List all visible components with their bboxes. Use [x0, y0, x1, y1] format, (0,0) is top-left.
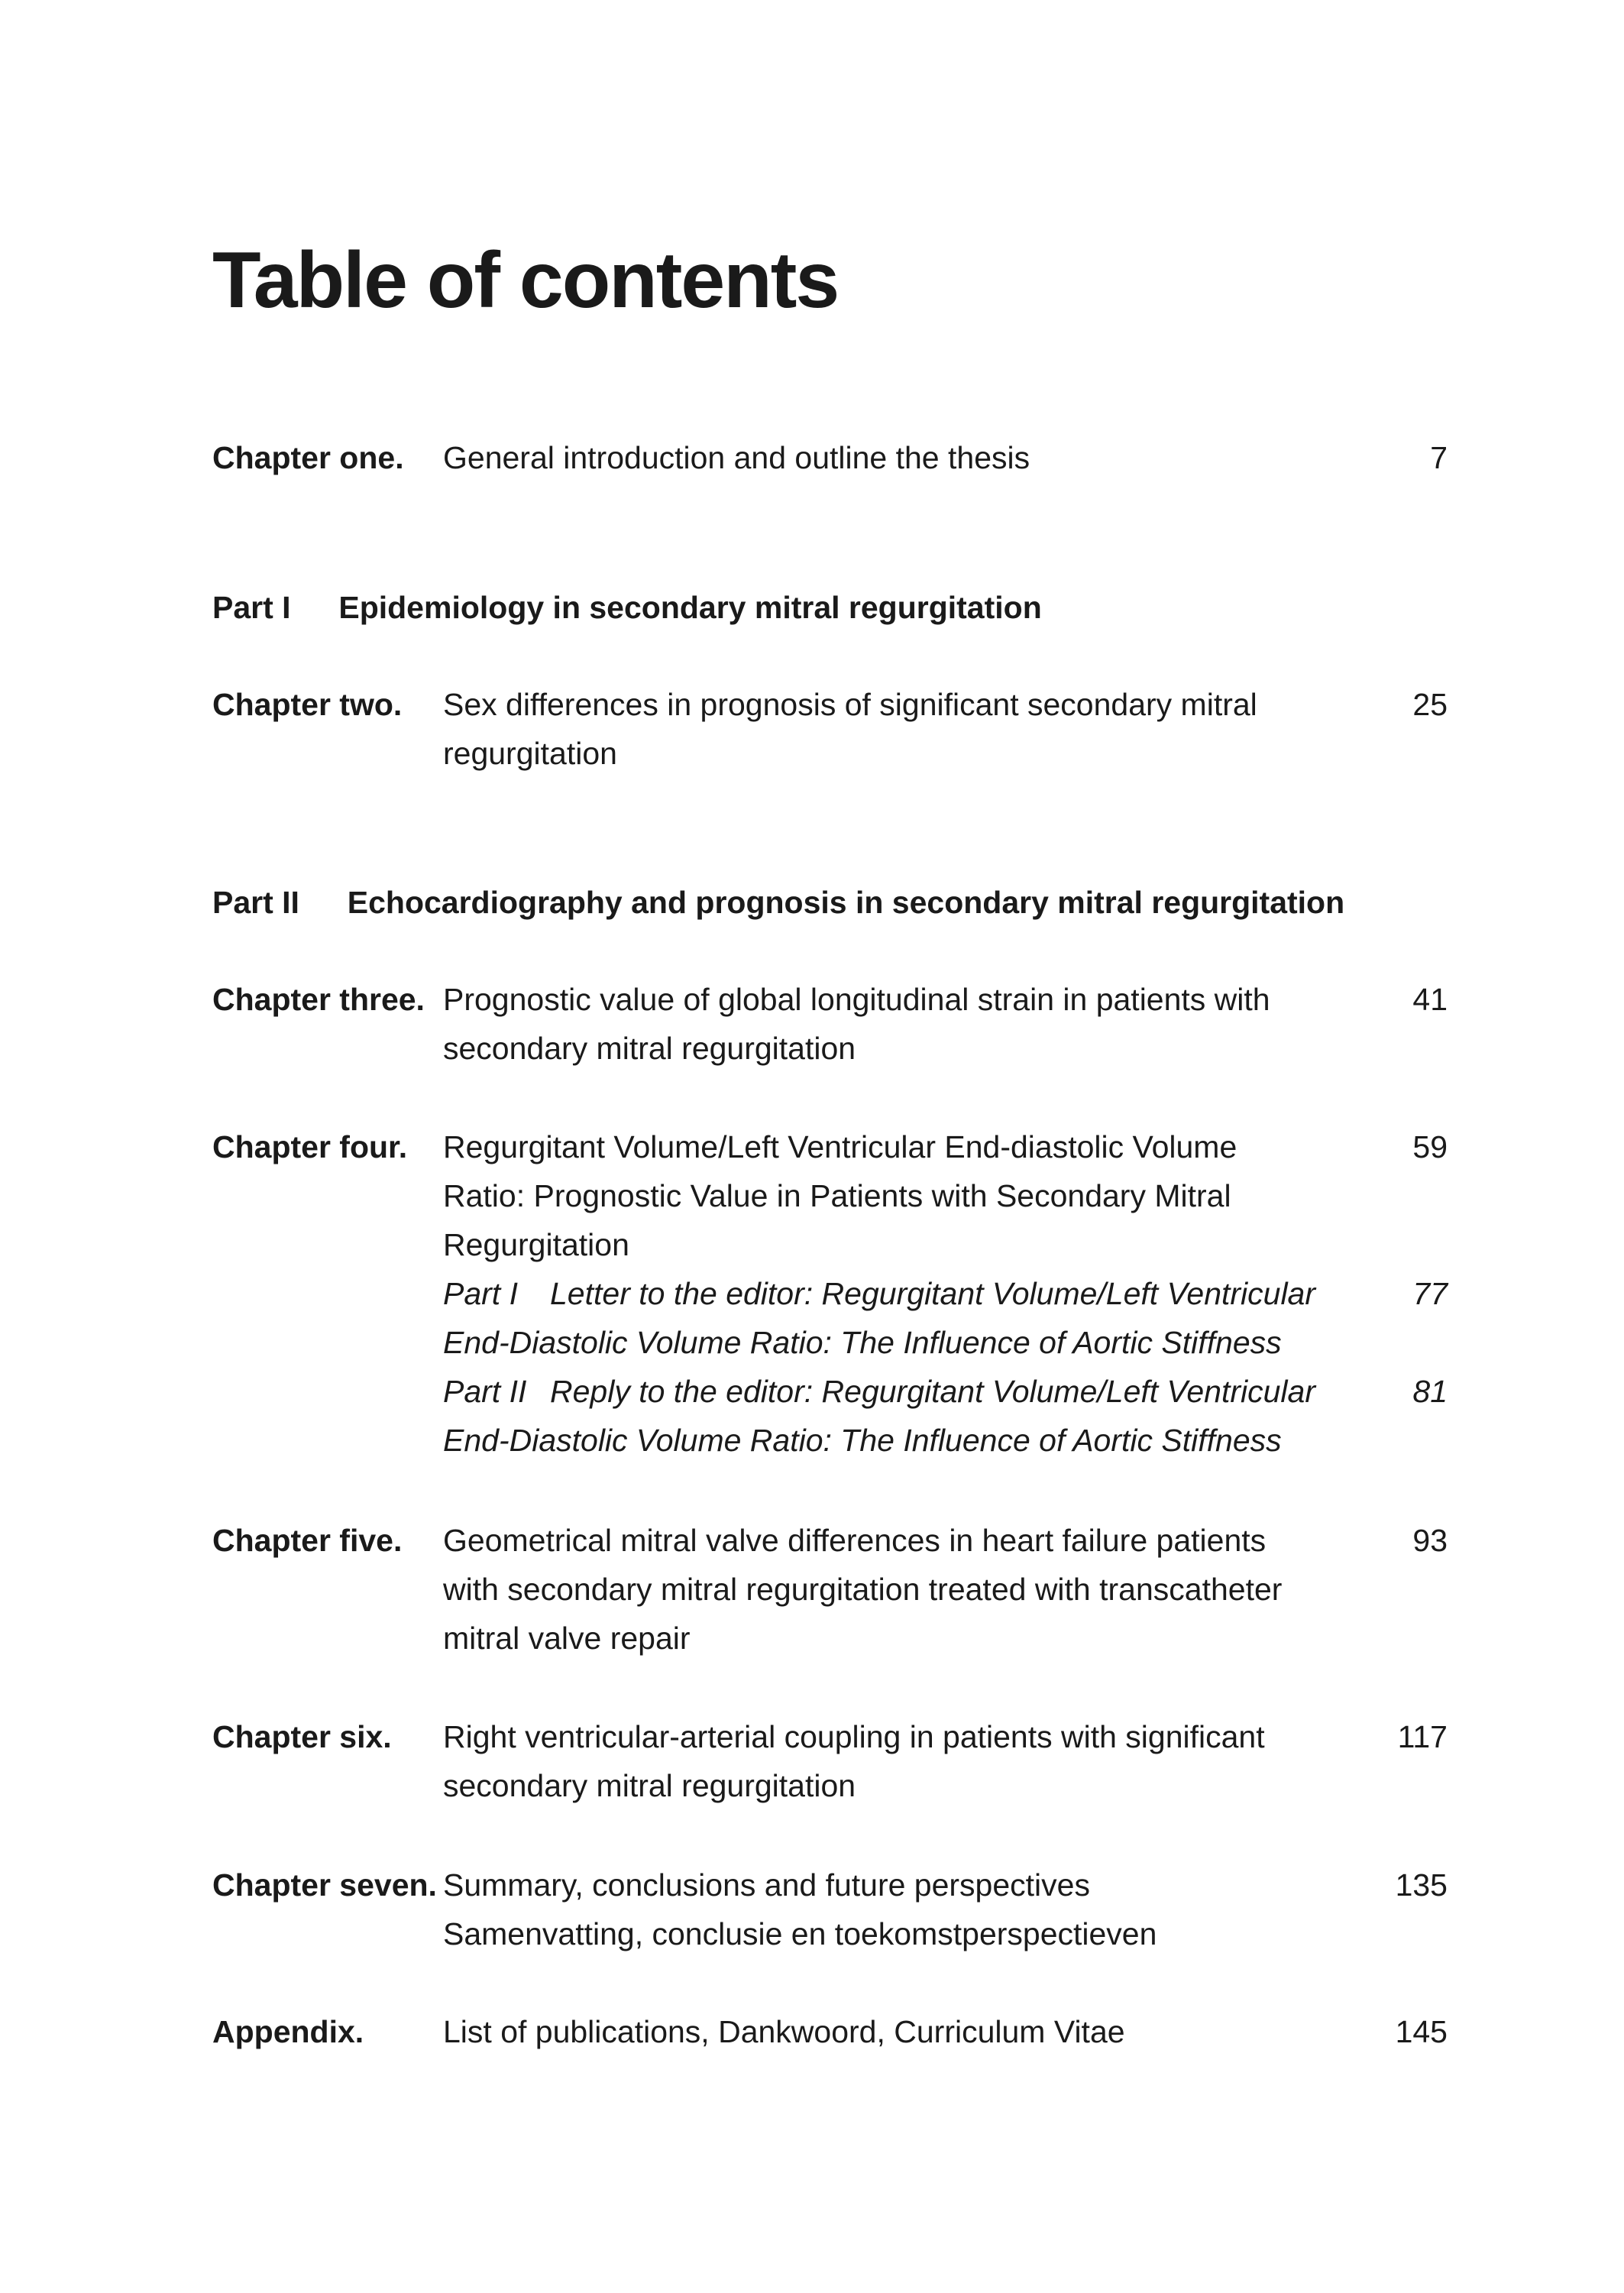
part-heading-2 — [212, 878, 1344, 927]
chapter-label: Chapter six. — [212, 1719, 392, 1754]
page-number: 59 — [1412, 1129, 1448, 1164]
chapter-label: Chapter five. — [212, 1523, 403, 1558]
subentry-tag: Part I — [443, 1276, 518, 1311]
page-number: 93 — [1412, 1523, 1448, 1558]
subentry-title: Part II Reply to the editor: Regurgitant Volume/Left Ventricular End-Diastolic Volume Ratio: The Influence of Aortic Stiffness — [443, 1367, 1344, 1465]
chapter-label: Chapter two. — [212, 687, 403, 722]
chapter-title: List of publications, Dankwoord, Curriculum Vitae — [443, 2014, 1125, 2049]
page-number: 41 — [1412, 982, 1448, 1017]
chapter-title: Geometrical mitral valve differences in heart failure patients with secondary mitral regurgitation treated with transcatheter mitral valve repair — [443, 1523, 1283, 1656]
page-number: 7 — [1430, 440, 1448, 475]
chapter-label: Chapter one. — [212, 440, 404, 475]
chapter-title: General introduction and outline the thesis — [443, 440, 1030, 475]
page-number: 77 — [1412, 1276, 1448, 1311]
subentry-title: Part I Letter to the editor: Regurgitant Volume/Left Ventricular End-Diastolic Volume Ratio: The Influence of Aortic Stiffness — [443, 1269, 1344, 1367]
chapter-label: Chapter four. — [212, 1129, 408, 1164]
part-heading-1 — [212, 583, 1042, 632]
part-title: Epidemiology in secondary mitral regurgitation — [338, 590, 1042, 625]
part-label: Part II — [212, 885, 299, 920]
chapter-label: Chapter seven. — [212, 1867, 437, 1903]
chapter-title: Prognostic value of global longitudinal strain in patients with secondary mitral regurgitation — [443, 982, 1270, 1066]
chapter-title: Sex differences in prognosis of significant secondary mitral regurgitation — [443, 687, 1257, 771]
part-label: Part I — [212, 590, 291, 625]
chapter-title: Summary, conclusions and future perspectives Samenvatting, conclusie en toekomstperspectieven — [443, 1867, 1157, 1951]
page-number: 135 — [1395, 1867, 1448, 1903]
chapter-label: Chapter three. — [212, 982, 425, 1017]
chapter-title: Right ventricular-arterial coupling in patients with significant secondary mitral regurgitation — [443, 1719, 1265, 1803]
page-number: 117 — [1397, 1719, 1448, 1754]
page-number: 25 — [1412, 687, 1448, 722]
subentry-tag: Part II — [443, 1374, 527, 1409]
chapter-title: Regurgitant Volume/Left Ventricular End-diastolic Volume Ratio: Prognostic Value in Patients with Secondary Mitral Regurgitation — [443, 1129, 1237, 1262]
part-title: Echocardiography and prognosis in secondary mitral regurgitation — [347, 885, 1345, 920]
chapter-label: Appendix. — [212, 2014, 364, 2049]
page-number: 81 — [1412, 1374, 1448, 1409]
page-title: Table of contents — [212, 236, 839, 325]
page-number: 145 — [1395, 2014, 1448, 2049]
